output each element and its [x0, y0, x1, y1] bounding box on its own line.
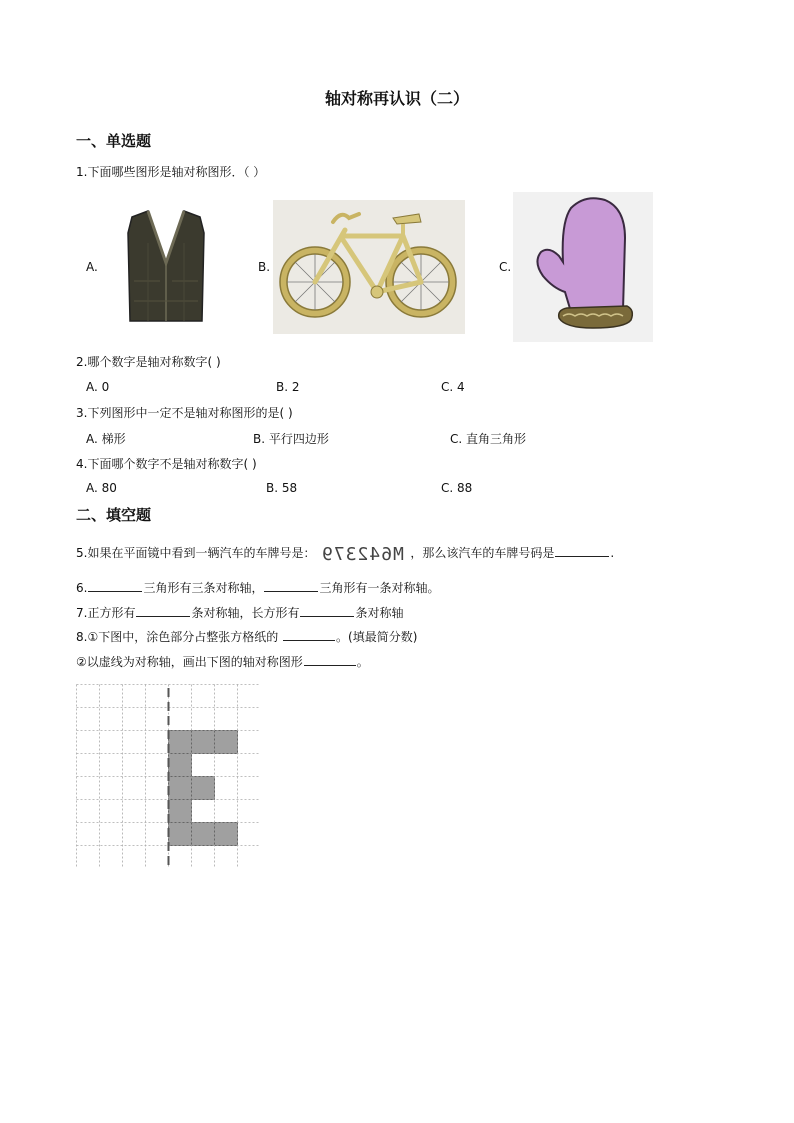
question-7 — [76, 604, 403, 621]
q8b-blank[interactable] — [304, 653, 356, 666]
shaded-cell — [169, 823, 192, 846]
shaded-cell — [192, 777, 215, 800]
grid-svg — [76, 684, 260, 868]
q7-text-2: 条对称轴，长方形有 — [191, 606, 300, 620]
q4-option-c: C. 88 — [441, 481, 473, 495]
q7-blank-1[interactable] — [136, 604, 190, 617]
symmetry-grid — [76, 684, 260, 868]
q1-option-c-label: C. — [499, 260, 512, 274]
q6-blank-1[interactable] — [88, 579, 142, 592]
q5-text-after: ，那么该汽车的车牌号码是 — [410, 546, 555, 560]
section-heading-fill-blank: 二、填空题 — [76, 506, 152, 524]
vest-image — [104, 203, 229, 328]
q1-option-b-label: B. — [258, 260, 271, 274]
q2-option-c: C. 4 — [441, 380, 465, 394]
q3-option-a: A. 梯形 — [86, 432, 126, 446]
q3-option-c: C. 直角三角形 — [450, 432, 527, 446]
question-6 — [76, 579, 439, 596]
q7-blank-2[interactable] — [300, 604, 354, 617]
shaded-cell — [192, 823, 215, 846]
q8b-text-1: ②以虚线为对称轴，画出下图的轴对称图形 — [76, 655, 303, 669]
question-8 — [76, 628, 417, 645]
shaded-cell — [215, 731, 238, 754]
q2-option-a: A. 0 — [86, 380, 110, 394]
shaded-cell — [169, 731, 192, 754]
q6-blank-2[interactable] — [264, 579, 318, 592]
q5-text-before: 5.如果在平面镜中看到一辆汽车的车牌号是： — [76, 546, 316, 560]
q8-blank-1[interactable] — [283, 628, 335, 641]
question-4: 4.下面哪个数字不是轴对称数字( ) — [76, 457, 257, 471]
q1-option-a-label: A. — [86, 260, 98, 274]
shaded-cell — [169, 777, 192, 800]
q4-option-a: A. 80 — [86, 481, 117, 495]
mitten-image — [513, 192, 653, 342]
q2-option-b: B. 2 — [276, 380, 300, 394]
question-5 — [76, 544, 614, 565]
question-8b — [76, 653, 369, 670]
mirrored-plate: M642379 — [321, 544, 405, 565]
question-2: 2.哪个数字是轴对称数字( ) — [76, 355, 221, 369]
q8b-text-2: 。 — [356, 655, 369, 669]
q3-option-b: B. 平行四边形 — [253, 432, 329, 446]
q7-text-3: 条对称轴 — [355, 606, 404, 620]
shaded-cell — [169, 754, 192, 777]
shaded-cell — [192, 731, 215, 754]
question-3: 3.下列图形中一定不是轴对称图形的是( ) — [76, 406, 293, 420]
page-title: 轴对称再认识（二） — [324, 89, 469, 108]
q5-text-end: . — [610, 546, 615, 560]
section-heading-single-choice: 一、单选题 — [76, 132, 152, 150]
q6-text-2: 三角形有三条对称轴， — [143, 581, 264, 595]
q6-text-3: 三角形有一条对称轴。 — [319, 581, 440, 595]
q7-text-1: 7.正方形有 — [76, 606, 136, 620]
question-1: 1.下面哪些图形是轴对称图形．（ ） — [76, 165, 266, 179]
shaded-cell — [169, 800, 192, 823]
q8-text-2: 。(填最简分数) — [336, 630, 418, 644]
q6-number: 6. — [76, 581, 88, 595]
shaded-cell — [215, 823, 238, 846]
q8-text-1: 8.①下图中，涂色部分占整张方格纸的 — [76, 630, 283, 644]
q4-option-b: B. 58 — [266, 481, 298, 495]
q5-answer-blank[interactable] — [555, 544, 609, 557]
bicycle-image — [273, 200, 465, 334]
